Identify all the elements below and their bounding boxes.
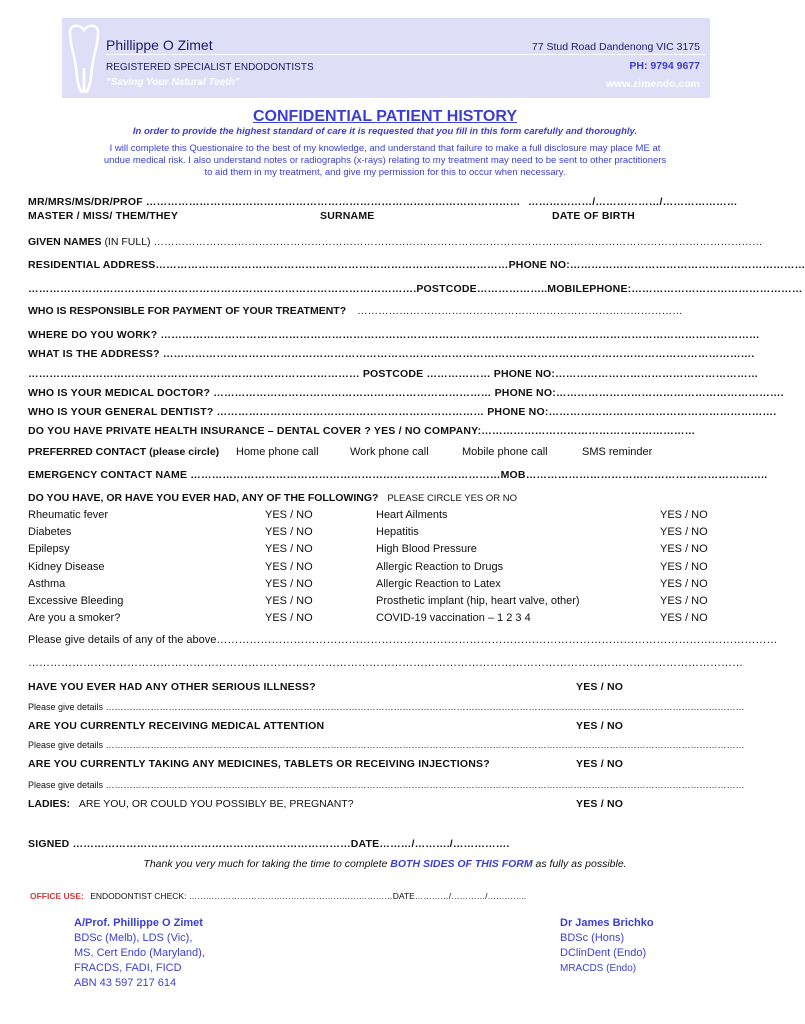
form-title: CONFIDENTIAL PATIENT HISTORY (252, 108, 517, 125)
ladies-label: LADIES: (28, 798, 70, 810)
condition-left-name: Epilepsy (28, 543, 70, 556)
dentist-right-credentials (560, 916, 654, 976)
given-names-label: GIVEN NAMES (28, 236, 102, 248)
payment-field[interactable] (28, 305, 718, 317)
condition-right-name: High Blood Pressure (376, 543, 477, 556)
conditions-heading-note: PLEASE CIRCLE YES OR NO (387, 493, 518, 504)
condition-left-answer[interactable]: YES / NO (265, 612, 313, 625)
condition-left-answer[interactable]: YES / NO (265, 595, 313, 607)
signature-field[interactable]: SIGNED ……………………………………………………………………DATE………/………./……………. (28, 838, 510, 850)
ladies-question: ARE YOU, OR COULD YOU POSSIBLY BE, PREGNANT? (78, 798, 354, 810)
condition-right-answer[interactable]: YES / NO (660, 577, 708, 590)
conditions-details-field[interactable]: Please give details of any of the above……………………………………………………………………………………………………………………………………… (28, 634, 778, 646)
contact-option-home[interactable]: Home phone call (236, 446, 319, 458)
answer-medicines[interactable]: YES / NO (576, 758, 624, 770)
postcode-phone-field[interactable]: ………………………………………………………………………………… POSTCODE ……………… PHONE NO:………………………………………………… (28, 368, 759, 380)
dentist-left-name: A/Prof. Phillippe O Zimet (74, 917, 203, 929)
disclosure-line: to aid them in my treatment, and give my permission for this to occur when necessary. (204, 167, 566, 178)
work-field[interactable]: WHERE DO YOU WORK? …………………………………………………………………………………………………………………………………………………… (28, 329, 760, 341)
office-use-row (30, 891, 526, 901)
dentist-right-line: DClinDent (Endo) (560, 947, 647, 959)
residential-address-field[interactable]: RESIDENTIAL ADDRESS………………………………………………………………………………………PHONE NO:………………………………………………………… (28, 259, 805, 271)
dentist-left-abn: ABN 43 597 217 614 (74, 977, 177, 989)
dob-field[interactable]: ………………/………………/………………… (528, 196, 738, 208)
title-field[interactable]: MR/MRS/MS/DR/PROF …………………………………………………………………………………………… (28, 196, 521, 208)
dob-label: DATE OF BIRTH (552, 210, 635, 222)
tooth-icon (64, 22, 104, 96)
intro-line: In order to provide the highest standard of care it is requested that you fill in this form carefully and thoroughly. (132, 126, 638, 137)
condition-right-answer[interactable]: YES / NO (660, 612, 708, 625)
practice-slogan: "Saving Your Natural Teeth" (106, 77, 240, 88)
condition-left-name: Diabetes (28, 526, 72, 539)
answer-medical-attention[interactable]: YES / NO (576, 720, 624, 732)
answer-illness[interactable]: YES / NO (576, 681, 624, 693)
dentist-left-line: FRACDS, FADI, FICD (74, 962, 182, 974)
doctor-field[interactable]: WHO IS YOUR MEDICAL DOCTOR? …………………………………………………………………… PHONE NO:………………………………………………………. (28, 387, 784, 399)
practice-phone: PH: 9794 9677 (629, 60, 700, 72)
dentist-right-name: Dr James Brichko (560, 917, 654, 929)
disclosure-line: undue medical risk. I also understand notes or radiographs (x-rays) relating to my treatment may need to be sent to other practitioners (103, 155, 667, 166)
condition-right-name: Allergic Reaction to Latex (376, 577, 501, 590)
ladies-row (28, 798, 354, 810)
contact-option-sms[interactable]: SMS reminder (582, 446, 653, 458)
condition-left-name: Excessive Bleeding (28, 595, 124, 607)
condition-left-answer[interactable]: YES / NO (265, 526, 313, 539)
dentist-right-line: MRACDS (Endo) (560, 963, 637, 974)
dentist-field[interactable]: WHO IS YOUR GENERAL DENTIST? ………………………………………………………………… PHONE NO:………………………………………………………. (28, 406, 777, 418)
condition-left-name: Are you a smoker? (28, 612, 121, 625)
conditions-heading-text: DO YOU HAVE, OR HAVE YOU EVER HAD, ANY OF THE FOLLOWING? (28, 492, 379, 504)
condition-left-name: Rheumatic fever (28, 509, 109, 521)
preferred-contact-row (28, 446, 219, 458)
emergency-contact-field[interactable]: EMERGENCY CONTACT NAME ……………………………………………………………………………MOB………………………………………………………….. (28, 469, 768, 481)
condition-right-answer[interactable]: YES / NO (660, 543, 708, 556)
condition-right-answer[interactable]: YES / NO (660, 526, 708, 539)
question-medicines: ARE YOU CURRENTLY TAKING ANY MEDICINES, TABLETS OR RECEIVING INJECTIONS? (28, 758, 490, 770)
office-use-label: OFFICE USE: (30, 891, 84, 901)
condition-right-name: Heart Ailments (376, 509, 448, 521)
given-names-dots: ………………………………………………………………………………………………………………………………………………………… (153, 236, 763, 248)
conditions-heading (28, 492, 517, 504)
thanks-bold: BOTH SIDES OF THIS FORM (390, 858, 533, 870)
condition-left-answer[interactable]: YES / NO (265, 543, 313, 556)
details-medical-attention[interactable]: Please give details …………………………………………………………………………………………………………………………………………………………………………………………… (28, 740, 745, 750)
thanks-pre: Thank you very much for taking the time to complete (143, 858, 391, 870)
contact-option-work[interactable]: Work phone call (350, 446, 429, 458)
given-names-field[interactable] (28, 236, 763, 248)
conditions-details-line2[interactable]: …………………………………………………………………………………………………………………………………………………………………………… (28, 657, 743, 669)
answer-pregnant[interactable]: YES / NO (576, 798, 624, 810)
thanks-post: as fully as possible. (532, 858, 627, 870)
condition-right-name: Prosthetic implant (hip, heart valve, other) (376, 595, 580, 607)
practice-website: www.zimendo.com (605, 78, 700, 90)
preferred-contact-label: PREFERRED CONTACT (please circle) (28, 446, 220, 458)
office-use-line[interactable]: ENDODONTIST CHECK: ………………………………………………………………DATE…………/…………/………….. (90, 891, 527, 901)
dentist-left-line: MS, Cert Endo (Maryland), (74, 947, 205, 959)
condition-right-name: Hepatitis (376, 526, 419, 539)
disclosure-text (0, 143, 770, 179)
condition-left-answer[interactable]: YES / NO (265, 577, 313, 590)
details-illness[interactable]: Please give details …………………………………………………………………………………………………………………………………………………………………………………………… (28, 702, 745, 712)
details-medicines[interactable]: Please give details …………………………………………………………………………………………………………………………………………………………………………………………… (28, 780, 745, 790)
postcode-mobile-field[interactable]: ……………………………………………………………………………………………….POSTCODE………………..MOBILEPHONE:………………………………………… (28, 283, 803, 295)
practice-address: 77 Stud Road Dandenong VIC 3175 (531, 41, 700, 53)
work-address-field[interactable]: WHAT IS THE ADDRESS? …………………………………………………………………………………………………………………………………………………. (28, 348, 755, 360)
payment-label: WHO IS RESPONSIBLE FOR PAYMENT OF YOUR TREATMENT? (28, 305, 347, 317)
condition-right-name: COVID-19 vaccination – 1 2 3 4 (376, 612, 531, 625)
given-names-note: (IN FULL) (104, 236, 151, 248)
condition-right-answer[interactable]: YES / NO (660, 560, 708, 573)
dentist-left-credentials (74, 916, 334, 989)
header-divider (106, 54, 706, 55)
thanks-note (0, 858, 770, 870)
practice-name: Phillippe O Zimet (106, 37, 213, 53)
condition-left-answer[interactable]: YES / NO (265, 560, 313, 573)
condition-left-name: Asthma (28, 577, 66, 590)
practice-subtitle: REGISTERED SPECIALIST ENDODONTISTS (106, 62, 314, 73)
question-medical-attention: ARE YOU CURRENTLY RECEIVING MEDICAL ATTENTION (28, 720, 325, 732)
title-sub-label: MASTER / MISS/ THEM/THEY (28, 210, 179, 222)
condition-left-answer[interactable]: YES / NO (265, 509, 313, 521)
insurance-field[interactable]: DO YOU HAVE PRIVATE HEALTH INSURANCE – DENTAL COVER ? YES / NO COMPANY:…………………………………………………… (28, 425, 696, 437)
condition-right-answer[interactable]: YES / NO (660, 595, 708, 607)
condition-right-name: Allergic Reaction to Drugs (376, 560, 504, 573)
surname-label: SURNAME (320, 210, 375, 222)
condition-right-answer[interactable]: YES / NO (660, 509, 708, 521)
contact-option-mobile[interactable]: Mobile phone call (462, 446, 548, 458)
condition-left-name: Kidney Disease (28, 560, 105, 573)
dentist-left-line: BDSc (Melb), LDS (Vic), (74, 932, 193, 944)
disclosure-line: I will complete this Questionaire to the best of my knowledge, and understand that failure to make a full disclosure may place ME at (109, 143, 661, 154)
payment-dots: ………………………………………………………………………………… (357, 305, 683, 317)
dentist-right-line: BDSc (Hons) (560, 932, 625, 944)
question-illness: HAVE YOU EVER HAD ANY OTHER SERIOUS ILLNESS? (28, 681, 316, 693)
